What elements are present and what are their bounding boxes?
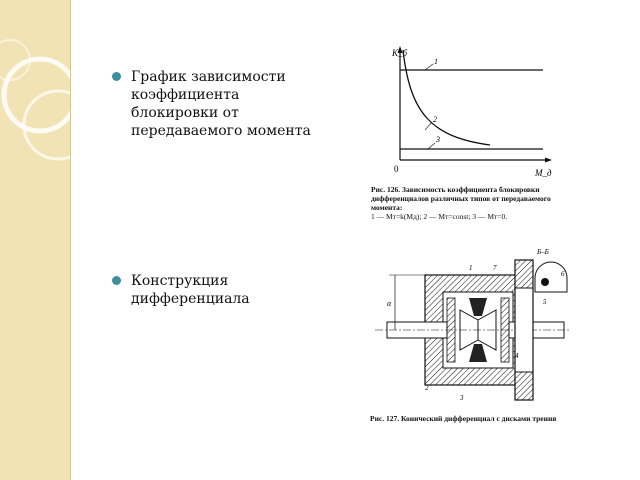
part-label-2: 2	[425, 384, 429, 392]
curve-label-1: 1	[434, 57, 438, 66]
figure1-caption-formula: 1 — Мт=k(Мд); 2 — Мт=const; 3 — Мт=0.	[371, 212, 508, 221]
blocking-coefficient-graph	[370, 42, 555, 182]
part-label-1: 1	[469, 264, 473, 272]
curve-label-2: 2	[433, 115, 437, 124]
figure1-caption-title: Рис. 126. Зависимость коэффициента блокировки дифференциалов различных типов от передаваемого момента:	[371, 185, 551, 212]
section-label: Б–Б	[537, 248, 549, 256]
dimension-label: α	[387, 299, 392, 308]
bullet-dot	[112, 72, 121, 81]
figure1-caption	[371, 185, 556, 221]
curve-2	[403, 50, 490, 145]
part-label-6: 6	[561, 270, 565, 278]
x-axis-label: М_д	[535, 168, 552, 178]
bullet-text-construction: Конструкция дифференциала	[131, 273, 250, 307]
decorative-sidebar	[0, 0, 71, 480]
differential-drawing	[365, 240, 575, 410]
bullet-text-graph: График зависимости коэффициента блокировки от передаваемого момента	[131, 69, 311, 139]
bullet-dot	[112, 276, 121, 285]
part-label-3: 3	[460, 394, 464, 402]
sidebar-circles	[0, 0, 70, 480]
figure2-caption: Рис. 127. Конический дифференциал с дисками трения	[370, 414, 557, 423]
part-label-7: 7	[493, 264, 497, 272]
part-label-4: 4	[515, 352, 519, 360]
origin-label: 0	[394, 164, 399, 174]
part-label-5: 5	[543, 298, 547, 306]
curve-label-3: 3	[436, 135, 440, 144]
y-axis-label: К_б	[392, 48, 408, 58]
